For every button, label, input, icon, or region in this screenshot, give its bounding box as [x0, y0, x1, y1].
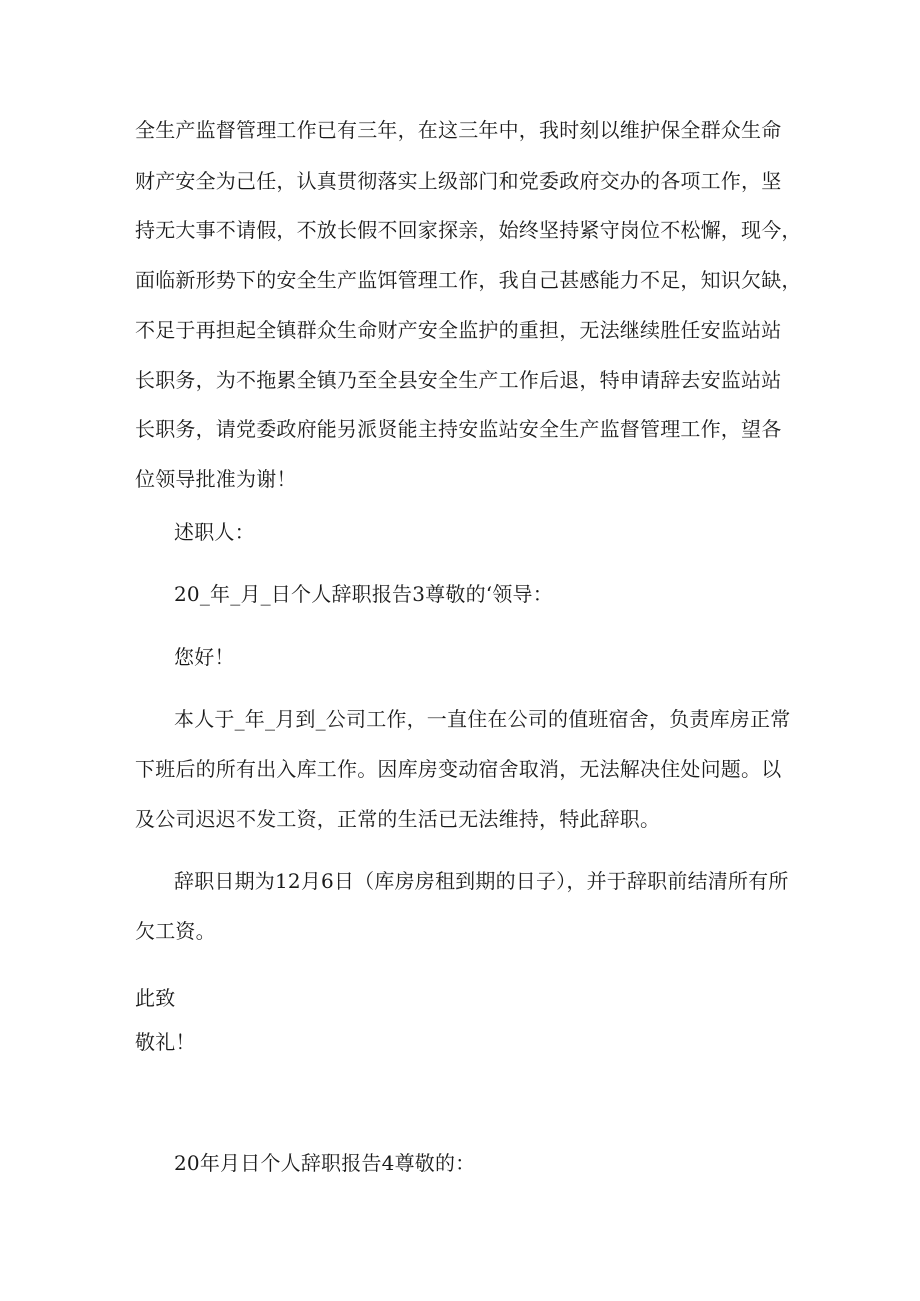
paragraph-1-line-5: 不足于再担起全镇群众生命财产安全监护的重担，无法继续胜任安监站站	[135, 318, 782, 342]
closing-regards: 敬礼！	[135, 1030, 196, 1054]
paragraph-3-line-2: 欠工资。	[135, 919, 216, 943]
closing-salutation: 此致	[135, 986, 176, 1010]
paragraph-1-line-3: 持无大事不请假，不放长假不回家探亲，始终坚持紧守岗位不松懈，现今，	[135, 218, 802, 242]
paragraph-1-line-1: 全生产监督管理工作已有三年，在这三年中，我时刻以维护保全群众生命	[135, 118, 782, 142]
paragraph-2-line-2: 下班后的所有出入库工作。因库房变动宿舍取消，无法解决住处问题。以	[135, 757, 782, 781]
paragraph-3-line-1: 辞职日期为12月6日（库房房租到期的日子），并于辞职前结清所有所	[174, 869, 789, 893]
paragraph-2-line-1: 本人于_年_月到_公司工作，一直住在公司的值班宿舍，负责库房正常	[174, 707, 791, 731]
signer-label: 述职人：	[174, 520, 255, 544]
greeting: 您好！	[174, 645, 235, 669]
paragraph-1-line-7: 长职务，请党委政府能另派贤能主持安监站安全生产监督管理工作，望各	[135, 417, 782, 441]
paragraph-1-line-2: 财产安全为己任，认真贯彻落实上级部门和党委政府交办的各项工作，坚	[135, 169, 782, 193]
paragraph-1-line-4: 面临新形势下的安全生产监饵管理工作，我自己甚感能力不足，知识欠缺，	[135, 268, 802, 292]
paragraph-2-line-3: 及公司迟迟不发工资，正常的生活已无法维持，特此辞职。	[135, 807, 661, 831]
report-3-heading: 20_年_月_日个人辞职报告3尊敬的‘领导：	[174, 582, 553, 606]
paragraph-1-line-6: 长职务，为不拖累全镇乃至全县安全生产工作后退，特申请辞去安监站站	[135, 368, 782, 392]
report-4-heading: 20年月日个人辞职报告4尊敬的：	[174, 1151, 476, 1175]
paragraph-1-line-8: 位领导批准为谢！	[135, 467, 297, 491]
